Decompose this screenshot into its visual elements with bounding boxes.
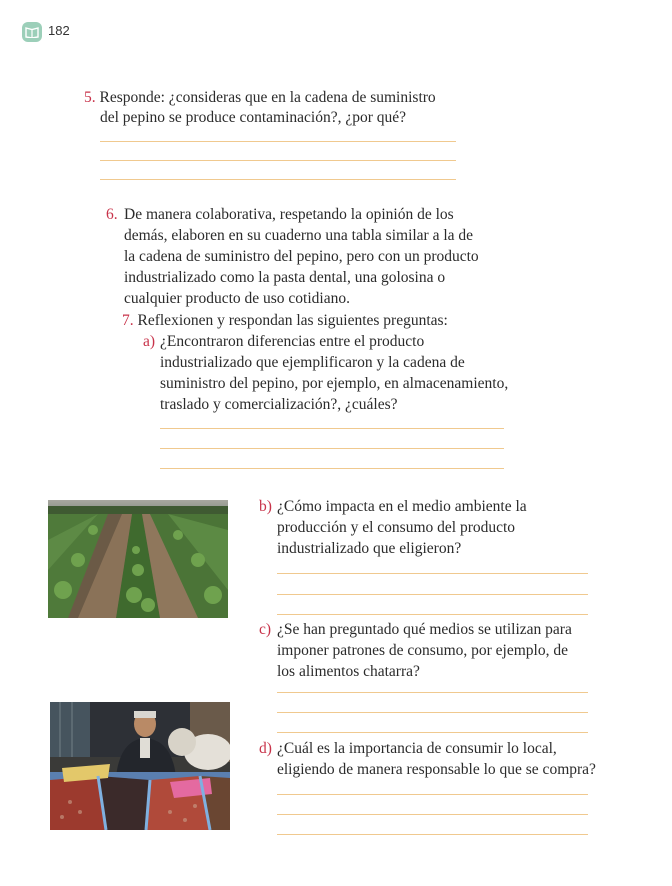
text-line: cualquier producto de uso cotidiano.: [124, 290, 350, 307]
item-b-text: [277, 496, 527, 559]
text-line: industrializado como la pasta dental, una golosina o: [124, 269, 446, 286]
market-vendor-photo: [50, 702, 230, 830]
text-line: industrializado que eligieron?: [277, 540, 462, 557]
answer-line[interactable]: [277, 712, 588, 713]
book-icon: [22, 22, 42, 42]
text-line: ¿Se han preguntado qué medios se utilizan para: [277, 621, 572, 638]
question-text: Responde: ¿consideras que en la cadena de suministro: [99, 89, 436, 106]
answer-line[interactable]: [277, 814, 588, 815]
text-line: eligiendo de manera responsable lo que se compra?: [277, 761, 596, 778]
text-line: traslado y comercialización?, ¿cuáles?: [160, 396, 398, 413]
text-line: la cadena de suministro del pepino, pero con un producto: [124, 248, 479, 265]
answer-line[interactable]: [160, 468, 504, 469]
text-line: suministro del pepino, por ejemplo, en almacenamiento,: [160, 375, 509, 392]
item-label: c): [259, 621, 272, 638]
answer-line[interactable]: [160, 448, 504, 449]
text-line: imponer patrones de consumo, por ejemplo, de: [277, 642, 568, 659]
item-label: d): [259, 740, 272, 757]
text-line: los alimentos chatarra?: [277, 663, 420, 680]
answer-line[interactable]: [100, 160, 456, 161]
answer-line[interactable]: [277, 594, 588, 595]
answer-line[interactable]: [277, 614, 588, 615]
question-6-text: [124, 204, 479, 309]
answer-line[interactable]: [100, 141, 456, 142]
text-line: ¿Cuál es la importancia de consumir lo local,: [277, 740, 557, 757]
text-line: industrializado que ejemplificaron y la cadena de: [160, 354, 465, 371]
crop-field-photo: [48, 500, 228, 618]
question-text: Reflexionen y respondan las siguientes preguntas:: [137, 312, 448, 329]
answer-line[interactable]: [160, 428, 504, 429]
item-label: b): [259, 498, 272, 515]
question-number: 5.: [84, 89, 96, 106]
answer-line[interactable]: [277, 794, 588, 795]
answer-line[interactable]: [100, 179, 456, 180]
text-line: producción y el consumo del producto: [277, 519, 516, 536]
page-number: 182: [48, 23, 70, 38]
question-number: 7.: [122, 312, 134, 329]
question-5-line-2: del pepino se produce contaminación?, ¿por qué?: [100, 109, 407, 126]
answer-line[interactable]: [277, 692, 588, 693]
text-line: ¿Encontraron diferencias entre el producto: [160, 333, 425, 350]
answer-line[interactable]: [277, 834, 588, 835]
question-number: 6.: [106, 206, 118, 223]
item-c-text: [277, 619, 572, 682]
text-line: ¿Cómo impacta en el medio ambiente la: [277, 498, 527, 515]
item-d-text: [277, 738, 596, 780]
answer-line[interactable]: [277, 573, 588, 574]
text-line: De manera colaborativa, respetando la opinión de los: [124, 206, 454, 223]
text-line: demás, elaboren en su cuaderno una tabla similar a la de: [124, 227, 474, 244]
question-5: [84, 87, 436, 108]
answer-line[interactable]: [277, 732, 588, 733]
item-label: a): [143, 333, 156, 350]
item-a-text: [160, 331, 508, 415]
question-7: [122, 310, 448, 331]
